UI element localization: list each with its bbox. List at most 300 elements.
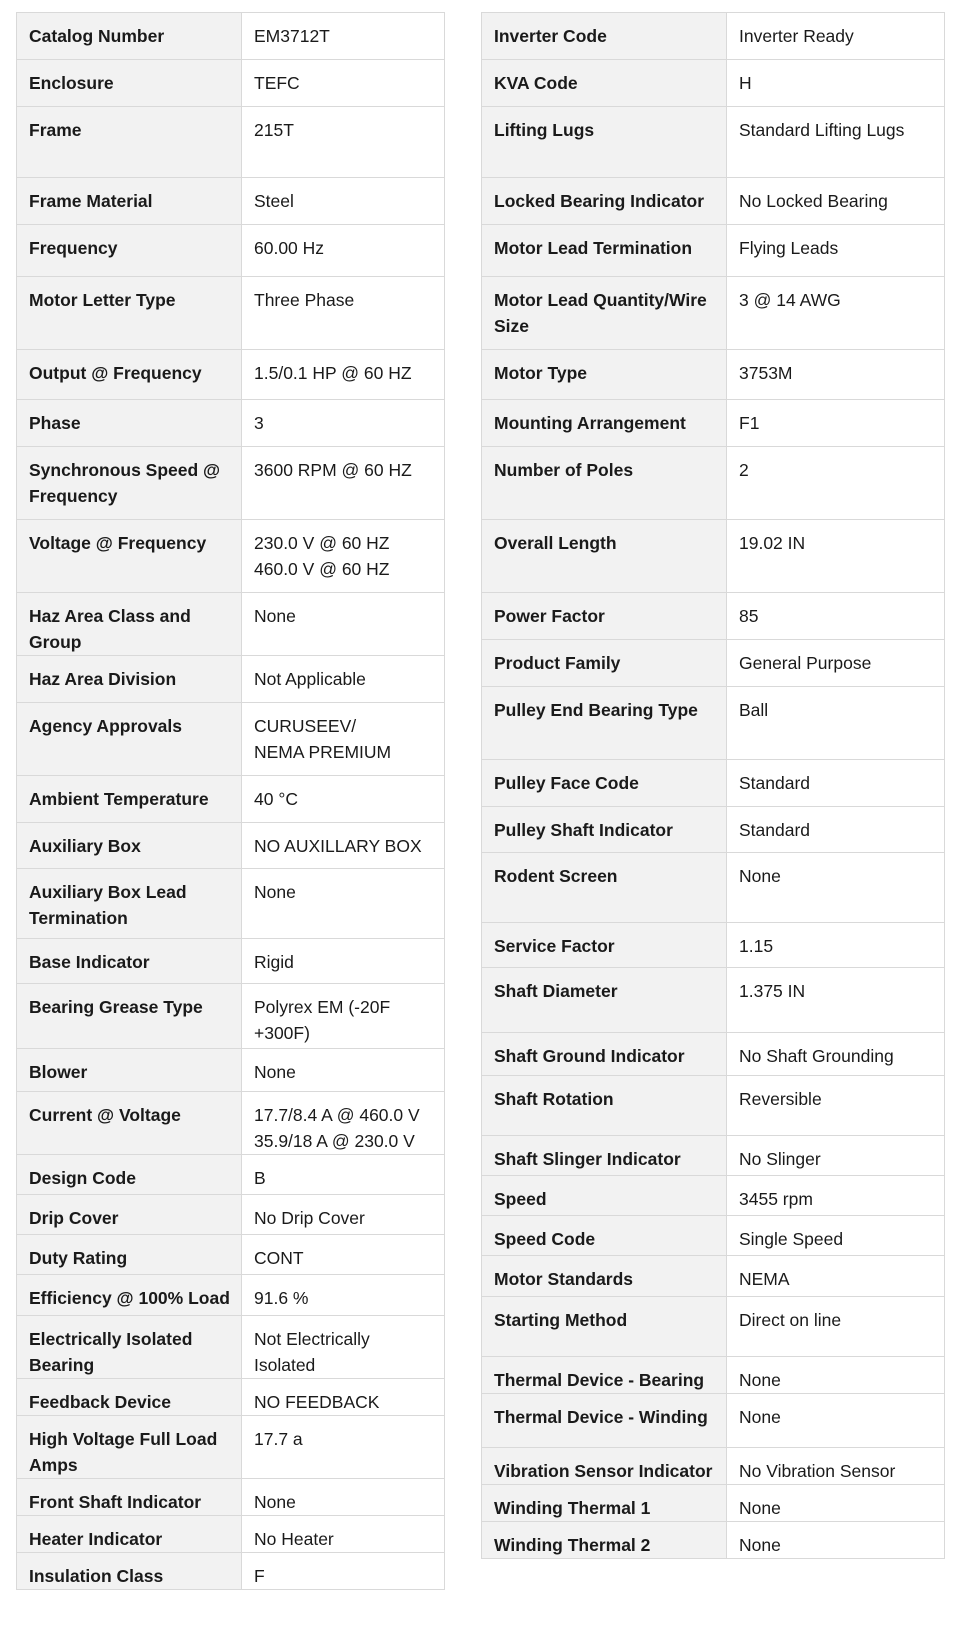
spec-value: [727, 1448, 945, 1485]
spec-label-text: Efficiency @ 100% Load: [29, 1288, 230, 1308]
spec-label: [17, 1416, 242, 1479]
spec-label-text: Motor Lead Termination: [494, 238, 693, 258]
spec-row-design-code: [17, 1155, 445, 1195]
spec-value: [727, 1076, 945, 1136]
spec-row-mounting-arrangement: [482, 400, 945, 447]
spec-row-pulley-face-code: [482, 760, 945, 807]
spec-row-ambient-temperature: [17, 776, 445, 823]
spec-value: [242, 984, 445, 1049]
spec-label-text: Locked Bearing Indicator: [494, 191, 705, 211]
spec-label: [482, 1448, 727, 1485]
spec-row-shaft-rotation: [482, 1076, 945, 1136]
spec-table-left-body: [17, 13, 445, 1590]
spec-row-kva-code: [482, 60, 945, 107]
spec-row-phase: [17, 400, 445, 447]
spec-value: [727, 1176, 945, 1216]
spec-value: [242, 1479, 445, 1516]
spec-value-text: 3600 RPM @ 60 HZ: [254, 460, 412, 480]
spec-label: [17, 1553, 242, 1590]
spec-label: [17, 939, 242, 984]
spec-value: [727, 1357, 945, 1394]
spec-value: [727, 640, 945, 687]
spec-label-text: Thermal Device - Winding: [494, 1407, 708, 1427]
spec-value: [727, 400, 945, 447]
spec-label-text: Rodent Screen: [494, 866, 618, 886]
spec-value-text: None: [739, 1535, 781, 1555]
spec-value-text: None: [739, 1370, 781, 1390]
spec-label: [482, 1033, 727, 1076]
spec-row-service-factor: [482, 923, 945, 968]
spec-value: [242, 1416, 445, 1479]
spec-label-text: Motor Type: [494, 363, 588, 383]
spec-row-voltage-frequency: [17, 520, 445, 593]
spec-value-text: Ball: [739, 700, 769, 720]
spec-label-text: High Voltage Full Load Amps: [29, 1429, 218, 1475]
spec-value: [727, 1485, 945, 1522]
spec-value: [242, 400, 445, 447]
spec-value: [242, 107, 445, 178]
spec-value-text: Polyrex EM (-20F +300F): [254, 997, 391, 1043]
spec-label-text: Frame Material: [29, 191, 153, 211]
spec-label-text: Shaft Diameter: [494, 981, 618, 1001]
spec-label-text: Base Indicator: [29, 952, 150, 972]
spec-label: [17, 277, 242, 350]
spec-label: [17, 1275, 242, 1316]
spec-label-text: Pulley Shaft Indicator: [494, 820, 673, 840]
spec-label: [17, 447, 242, 520]
spec-label-text: Front Shaft Indicator: [29, 1492, 202, 1512]
spec-value: [242, 350, 445, 400]
spec-value-text: None: [254, 1062, 296, 1082]
spec-label: [17, 1195, 242, 1235]
spec-label-text: Output @ Frequency: [29, 363, 202, 383]
spec-row-agency-approvals: [17, 703, 445, 776]
spec-row-motor-standards: [482, 1256, 945, 1297]
spec-row-current-voltage: [17, 1092, 445, 1155]
spec-value: [242, 225, 445, 277]
spec-value-text: Inverter Ready: [739, 26, 854, 46]
spec-label: [17, 656, 242, 703]
spec-label-text: Bearing Grease Type: [29, 997, 203, 1017]
spec-value-text: Rigid: [254, 952, 294, 972]
spec-row-shaft-slinger-indicator: [482, 1136, 945, 1176]
spec-label: [482, 447, 727, 520]
spec-value: [727, 520, 945, 593]
spec-row-vibration-sensor-indicator: [482, 1448, 945, 1485]
spec-label: [17, 984, 242, 1049]
spec-row-speed: [482, 1176, 945, 1216]
spec-label: [17, 1235, 242, 1275]
spec-label: [482, 107, 727, 178]
spec-value: [727, 687, 945, 760]
spec-label-text: Winding Thermal 2: [494, 1535, 651, 1555]
spec-value: [242, 1379, 445, 1416]
spec-value: [727, 225, 945, 277]
spec-value-text: TEFC: [254, 73, 300, 93]
spec-label: [17, 400, 242, 447]
spec-label-text: Speed Code: [494, 1229, 596, 1249]
spec-row-frequency: [17, 225, 445, 277]
spec-row-efficiency-100-load: [17, 1275, 445, 1316]
spec-label-text: Synchronous Speed @ Frequency: [29, 460, 221, 506]
spec-value: [727, 923, 945, 968]
spec-label: [482, 1522, 727, 1559]
spec-value-text: CONT: [254, 1248, 304, 1268]
spec-label: [17, 1049, 242, 1092]
spec-value-text: No Locked Bearing: [739, 191, 888, 211]
spec-value-text: No Heater: [254, 1529, 334, 1549]
spec-row-rodent-screen: [482, 853, 945, 923]
spec-label: [482, 1176, 727, 1216]
spec-value-text: No Drip Cover: [254, 1208, 365, 1228]
spec-value-text: EM3712T: [254, 26, 330, 46]
spec-label-text: Mounting Arrangement: [494, 413, 686, 433]
spec-value-text: Standard: [739, 820, 811, 840]
spec-label: [482, 593, 727, 640]
spec-label: [17, 1155, 242, 1195]
spec-label-text: Speed: [494, 1189, 547, 1209]
spec-label: [17, 178, 242, 225]
spec-value: [242, 1049, 445, 1092]
spec-value-text: 40 °C: [254, 789, 298, 809]
spec-label-text: Thermal Device - Bearing: [494, 1370, 705, 1390]
spec-value: [242, 1092, 445, 1155]
spec-label: [482, 687, 727, 760]
spec-label-text: Pulley Face Code: [494, 773, 639, 793]
spec-value: [727, 1136, 945, 1176]
spec-value-text: None: [254, 606, 296, 626]
spec-value: [242, 656, 445, 703]
spec-label: [482, 1216, 727, 1256]
spec-value: [242, 823, 445, 869]
spec-row-synchronous-speed-frequency: [17, 447, 445, 520]
spec-label-text: Feedback Device: [29, 1392, 172, 1412]
spec-row-product-family: [482, 640, 945, 687]
spec-value: [242, 1155, 445, 1195]
spec-label: [482, 968, 727, 1033]
spec-value-text: 1.375 IN: [739, 981, 806, 1001]
spec-label: [482, 1076, 727, 1136]
spec-row-pulley-shaft-indicator: [482, 807, 945, 853]
spec-label: [17, 1516, 242, 1553]
spec-value-text: None: [739, 866, 781, 886]
spec-value-text: 17.7 a: [254, 1429, 303, 1449]
spec-value-text: No Slinger: [739, 1149, 821, 1169]
spec-row-high-voltage-full-load-amps: [17, 1416, 445, 1479]
spec-value: [727, 107, 945, 178]
spec-value-text: F1: [739, 413, 760, 433]
spec-value-text: Flying Leads: [739, 238, 839, 258]
spec-value-text: 60.00 Hz: [254, 238, 325, 258]
spec-value: [727, 1033, 945, 1076]
spec-label: [482, 923, 727, 968]
spec-label-text: Haz Area Division: [29, 669, 177, 689]
spec-row-inverter-code: [482, 13, 945, 60]
spec-value: [242, 1553, 445, 1590]
spec-label-text: Design Code: [29, 1168, 136, 1188]
spec-label: [17, 1379, 242, 1416]
spec-label-text: Product Family: [494, 653, 621, 673]
spec-label: [482, 760, 727, 807]
spec-value-text: 91.6 %: [254, 1288, 309, 1308]
spec-label-text: Duty Rating: [29, 1248, 128, 1268]
spec-value: [242, 703, 445, 776]
spec-row-auxiliary-box-lead-termination: [17, 869, 445, 939]
spec-value: [727, 1394, 945, 1448]
spec-label-text: Starting Method: [494, 1310, 628, 1330]
spec-label: [482, 1297, 727, 1357]
spec-value: [242, 13, 445, 60]
spec-row-drip-cover: [17, 1195, 445, 1235]
spec-label: [482, 1357, 727, 1394]
spec-label-text: Haz Area Class and Group: [29, 606, 191, 652]
spec-value: [242, 1316, 445, 1379]
spec-label-text: Winding Thermal 1: [494, 1498, 651, 1518]
spec-value: [242, 447, 445, 520]
spec-label-text: Lifting Lugs: [494, 120, 595, 140]
spec-label-text: Overall Length: [494, 533, 617, 553]
spec-value-text: CURUSEEV/ NEMA PREMIUM: [254, 716, 392, 762]
spec-value-text: Standard: [739, 773, 811, 793]
spec-value: [727, 760, 945, 807]
spec-row-overall-length: [482, 520, 945, 593]
spec-value-text: 3 @ 14 AWG: [739, 290, 841, 310]
spec-label-text: Insulation Class: [29, 1566, 164, 1586]
spec-row-power-factor: [482, 593, 945, 640]
spec-label-text: Pulley End Bearing Type: [494, 700, 698, 720]
spec-value-text: No Shaft Grounding: [739, 1046, 894, 1066]
spec-value: [727, 853, 945, 923]
spec-label: [17, 823, 242, 869]
spec-value-text: Direct on line: [739, 1310, 842, 1330]
spec-label: [17, 13, 242, 60]
spec-table-right: [481, 12, 945, 1559]
spec-row-number-of-poles: [482, 447, 945, 520]
spec-label: [482, 1256, 727, 1297]
spec-value: [727, 13, 945, 60]
spec-label-text: Ambient Temperature: [29, 789, 209, 809]
spec-value: [242, 776, 445, 823]
spec-value-text: 1.5/0.1 HP @ 60 HZ: [254, 363, 412, 383]
spec-label-text: Number of Poles: [494, 460, 634, 480]
spec-label: [17, 869, 242, 939]
spec-value: [242, 1195, 445, 1235]
spec-label: [17, 350, 242, 400]
spec-value-text: F: [254, 1566, 265, 1586]
spec-value-text: None: [739, 1407, 781, 1427]
spec-value-text: B: [254, 1168, 266, 1188]
spec-label: [17, 225, 242, 277]
spec-row-motor-lead-quantity-wire-size: [482, 277, 945, 350]
spec-value-text: Reversible: [739, 1089, 822, 1109]
spec-table-left: [16, 12, 445, 1590]
spec-label: [17, 1316, 242, 1379]
spec-row-catalog-number: [17, 13, 445, 60]
spec-label-text: Motor Standards: [494, 1269, 634, 1289]
spec-value-text: 3: [254, 413, 264, 433]
spec-value: [727, 350, 945, 400]
spec-value: [727, 60, 945, 107]
spec-label: [17, 60, 242, 107]
spec-value-text: NO FEEDBACK: [254, 1392, 380, 1412]
spec-row-blower: [17, 1049, 445, 1092]
spec-value-text: Not Applicable: [254, 669, 366, 689]
spec-value: [242, 593, 445, 656]
spec-value-text: None: [254, 1492, 296, 1512]
spec-value-text: 215T: [254, 120, 294, 140]
spec-value: [242, 277, 445, 350]
spec-table-right-body: [482, 13, 945, 1559]
spec-value-text: 2: [739, 460, 749, 480]
spec-label-text: Service Factor: [494, 936, 615, 956]
spec-value: [727, 1216, 945, 1256]
spec-value: [727, 447, 945, 520]
spec-row-shaft-ground-indicator: [482, 1033, 945, 1076]
spec-label-text: Phase: [29, 413, 81, 433]
spec-row-duty-rating: [17, 1235, 445, 1275]
spec-label-text: Motor Lead Quantity/Wire Size: [494, 290, 707, 336]
spec-label-text: Frequency: [29, 238, 118, 258]
spec-value: [727, 1297, 945, 1357]
spec-row-frame-material: [17, 178, 445, 225]
spec-value-text: No Vibration Sensor: [739, 1461, 896, 1481]
spec-row-winding-thermal-2: [482, 1522, 945, 1559]
spec-value: [242, 939, 445, 984]
spec-label-text: Shaft Rotation: [494, 1089, 614, 1109]
spec-label-text: Enclosure: [29, 73, 114, 93]
spec-label: [482, 350, 727, 400]
spec-label: [482, 807, 727, 853]
spec-row-shaft-diameter: [482, 968, 945, 1033]
spec-row-frame: [17, 107, 445, 178]
spec-label: [17, 776, 242, 823]
spec-label-text: Electrically Isolated Bearing: [29, 1329, 193, 1375]
spec-value-text: NO AUXILLARY BOX: [254, 836, 422, 856]
spec-row-motor-lead-termination: [482, 225, 945, 277]
spec-label: [17, 1092, 242, 1155]
spec-label: [17, 1479, 242, 1516]
spec-label: [482, 400, 727, 447]
spec-value-text: 1.15: [739, 936, 774, 956]
spec-row-insulation-class: [17, 1553, 445, 1590]
spec-label: [482, 1136, 727, 1176]
spec-row-feedback-device: [17, 1379, 445, 1416]
spec-row-winding-thermal-1: [482, 1485, 945, 1522]
spec-label: [482, 640, 727, 687]
spec-value: [727, 807, 945, 853]
spec-row-motor-letter-type: [17, 277, 445, 350]
spec-label-text: Shaft Slinger Indicator: [494, 1149, 681, 1169]
spec-row-lifting-lugs: [482, 107, 945, 178]
spec-label: [482, 277, 727, 350]
spec-value-text: None: [739, 1498, 781, 1518]
spec-label: [482, 1394, 727, 1448]
spec-label-text: Current @ Voltage: [29, 1105, 181, 1125]
spec-value: [242, 1235, 445, 1275]
spec-value: [242, 520, 445, 593]
spec-label: [482, 13, 727, 60]
spec-value: [242, 60, 445, 107]
spec-row-output-frequency: [17, 350, 445, 400]
spec-row-speed-code: [482, 1216, 945, 1256]
spec-label-text: Auxiliary Box: [29, 836, 141, 856]
spec-value-text: H: [739, 73, 752, 93]
spec-label-text: Motor Letter Type: [29, 290, 176, 310]
spec-value-text: General Purpose: [739, 653, 872, 673]
spec-label-text: Voltage @ Frequency: [29, 533, 207, 553]
spec-value-text: 85: [739, 606, 759, 626]
spec-value-text: Single Speed: [739, 1229, 844, 1249]
spec-row-bearing-grease-type: [17, 984, 445, 1049]
spec-row-front-shaft-indicator: [17, 1479, 445, 1516]
spec-label: [482, 60, 727, 107]
spec-label: [482, 225, 727, 277]
spec-label: [482, 1485, 727, 1522]
spec-label-text: Heater Indicator: [29, 1529, 163, 1549]
spec-row-thermal-device-winding: [482, 1394, 945, 1448]
spec-label-text: Blower: [29, 1062, 88, 1082]
spec-value: [242, 1516, 445, 1553]
spec-value-text: 19.02 IN: [739, 533, 806, 553]
spec-label: [482, 520, 727, 593]
spec-value: [727, 178, 945, 225]
spec-value: [242, 178, 445, 225]
spec-row-pulley-end-bearing-type: [482, 687, 945, 760]
spec-row-electrically-isolated-bearing: [17, 1316, 445, 1379]
spec-value: [727, 593, 945, 640]
spec-row-motor-type: [482, 350, 945, 400]
spec-value-text: 3455 rpm: [739, 1189, 813, 1209]
spec-value-text: 17.7/8.4 A @ 460.0 V 35.9/18 A @ 230.0 V: [254, 1105, 420, 1151]
spec-label-text: Drip Cover: [29, 1208, 119, 1228]
spec-value: [242, 1275, 445, 1316]
spec-row-heater-indicator: [17, 1516, 445, 1553]
spec-label-text: Catalog Number: [29, 26, 165, 46]
spec-value: [727, 1522, 945, 1559]
spec-row-haz-area-class-and-group: [17, 593, 445, 656]
spec-value-text: 230.0 V @ 60 HZ 460.0 V @ 60 HZ: [254, 533, 390, 579]
spec-label-text: Frame: [29, 120, 82, 140]
spec-value: [727, 968, 945, 1033]
spec-value-text: Not Electrically Isolated: [254, 1329, 370, 1375]
spec-row-thermal-device-bearing: [482, 1357, 945, 1394]
spec-row-haz-area-division: [17, 656, 445, 703]
spec-value-text: Three Phase: [254, 290, 355, 310]
spec-label: [17, 520, 242, 593]
spec-value-text: 3753M: [739, 363, 793, 383]
spec-row-auxiliary-box: [17, 823, 445, 869]
spec-value-text: Standard Lifting Lugs: [739, 120, 905, 140]
spec-label: [482, 178, 727, 225]
spec-value-text: NEMA: [739, 1269, 790, 1289]
spec-label-text: KVA Code: [494, 73, 578, 93]
spec-row-base-indicator: [17, 939, 445, 984]
spec-label-text: Inverter Code: [494, 26, 607, 46]
spec-label: [482, 853, 727, 923]
spec-row-enclosure: [17, 60, 445, 107]
spec-label-text: Vibration Sensor Indicator: [494, 1461, 713, 1481]
spec-label: [17, 703, 242, 776]
spec-value-text: None: [254, 882, 296, 902]
spec-label-text: Power Factor: [494, 606, 605, 626]
spec-value: [242, 869, 445, 939]
spec-row-starting-method: [482, 1297, 945, 1357]
spec-value: [727, 1256, 945, 1297]
spec-label-text: Agency Approvals: [29, 716, 183, 736]
spec-label-text: Auxiliary Box Lead Termination: [29, 882, 187, 928]
spec-label: [17, 107, 242, 178]
spec-value-text: Steel: [254, 191, 294, 211]
